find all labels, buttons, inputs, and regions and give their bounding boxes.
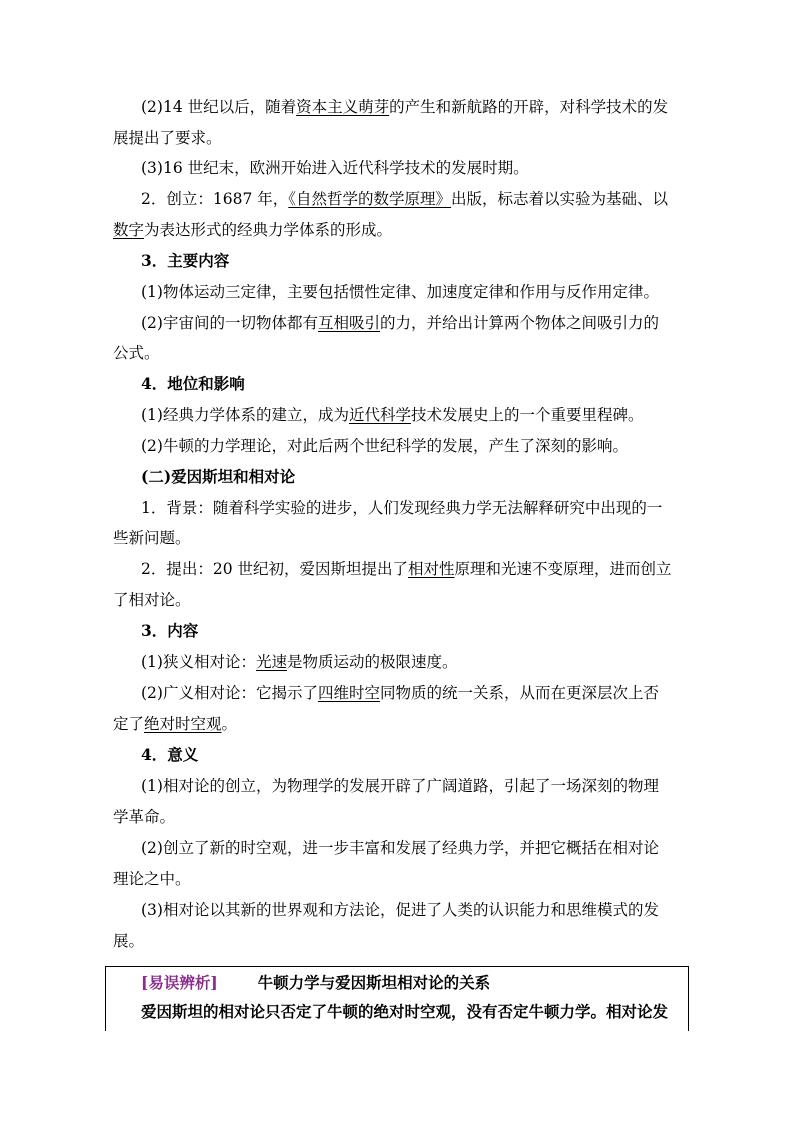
note-title: 牛顿力学与爱因斯坦相对论的关系 [257,973,491,992]
paragraph-line: (2)创立了新的时空观，进一步丰富和发展了经典力学，并把它概括在相对论 [141,839,659,857]
paragraph-line: (2)广义相对论：它揭示了四维时空同物质的统一关系，从而在更深层次上否 [141,684,659,702]
paragraph-line: 了相对论。 [113,591,191,609]
underlined-term: 四维时空 [317,684,380,702]
paragraph-line: 2．提出：20 世纪初，爱因斯坦提出了相对性原理和光速不变原理，进而创立 [141,560,672,578]
underlined-term: 资本主义萌芽 [296,98,390,116]
paragraph-line: (2)宇宙间的一切物体都有互相吸引的力，并给出计算两个物体之间吸引力的 [141,314,659,332]
paragraph-line: 2．创立：1687 年，《自然哲学的数学原理》出版，标志着以实验为基础、以 [141,190,669,208]
paragraph-line: (1)相对论的创立，为物理学的发展开辟了广阔道路，引起了一场深刻的物理 [141,777,659,795]
underlined-term: 光速 [255,653,287,671]
underlined-term: 相对性 [408,560,455,578]
paragraph-line: (1)物体运动三定律，主要包括惯性定律、加速度定律和作用与反作用定律。 [141,283,659,301]
section-heading: 3．主要内容 [141,251,230,270]
note-tag: [易误辨析] [141,973,218,992]
section-heading: 4．地位和影响 [141,374,245,393]
paragraph-line: 展提出了要求。 [113,129,222,147]
paragraph-line: 展。 [113,932,145,950]
section-heading: 4．意义 [141,745,199,764]
paragraph-line: (3)16 世纪末，欧洲开始进入近代科学技术的发展时期。 [141,159,529,177]
paragraph-line: 学革命。 [113,808,176,826]
paragraph-line: 公式。 [113,344,160,362]
section-heading: 3．内容 [141,621,199,640]
paragraph-line: (1)狭义相对论：光速是物质运动的极限速度。 [141,653,458,671]
underlined-term: 《自然哲学的数学原理》 [288,190,452,208]
note-text: 爱因斯坦的相对论只否定了牛顿的绝对时空观，没有否定牛顿力学。相对论发 [141,1002,669,1021]
paragraph-line: (2)14 世纪以后，随着资本主义萌芽的产生和新航路的开辟，对科学技术的发 [141,98,669,116]
underlined-term: 互相吸引 [317,314,380,332]
paragraph-line: 些新问题。 [113,529,191,547]
underlined-term: 近代科学 [348,406,411,424]
paragraph-line: (2)牛顿的力学理论，对此后两个世纪科学的发展，产生了深刻的影响。 [141,437,628,455]
paragraph-line: (1)经典力学体系的建立，成为近代科学技术发展史上的一个重要里程碑。 [141,406,644,424]
paragraph-line: 定了绝对时空观。 [113,715,238,733]
paragraph-line: 1．背景：随着科学实验的进步，人们发现经典力学无法解释研究中出现的一 [141,499,663,517]
section-heading: (二)爱因斯坦和相对论 [141,467,296,486]
paragraph-line: 理论之中。 [113,870,191,888]
note-box-header [141,972,490,994]
underlined-term: 绝对时空观 [144,715,222,733]
paragraph-line: (3)相对论以其新的世界观和方法论，促进了人类的认识能力和思维模式的发 [141,901,659,919]
underlined-term: 数字 [113,221,145,239]
paragraph-line: 数字为表达形式的经典力学体系的形成。 [113,221,393,239]
